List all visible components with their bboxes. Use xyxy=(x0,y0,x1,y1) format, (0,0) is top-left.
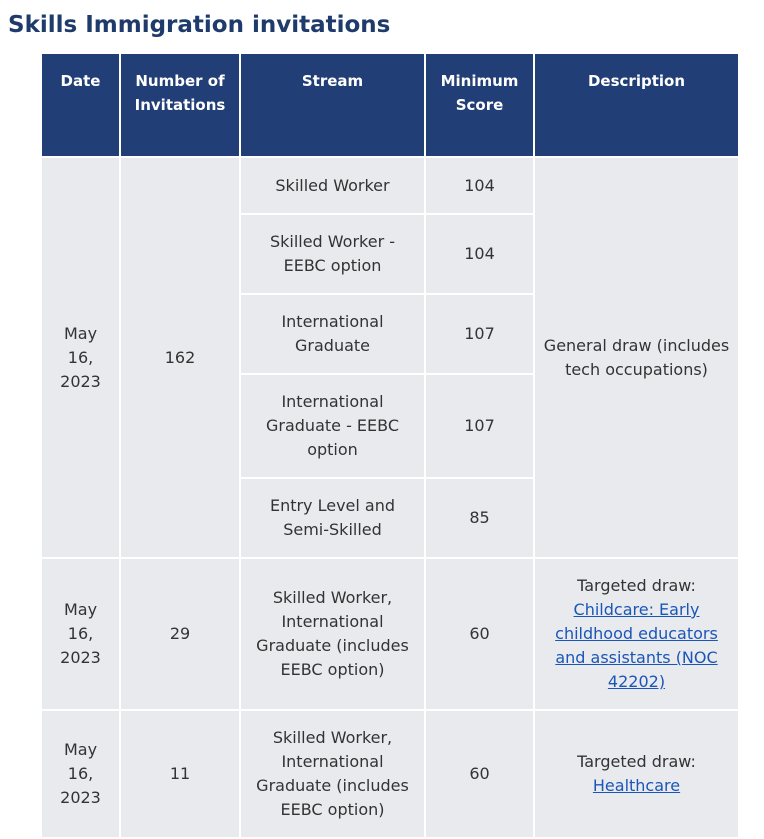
draw2-score: 60 xyxy=(425,558,534,710)
childcare-draw-link[interactable]: Childcare: Early childhood educators and assistants (NOC 42202) xyxy=(555,600,718,691)
page-title: Skills Immigration invitations xyxy=(8,12,391,38)
draw1-score-3: 107 xyxy=(425,294,534,374)
invitations-table xyxy=(40,52,740,839)
header-description: Description xyxy=(534,53,739,157)
header-invitations: Number of Invitations xyxy=(120,53,240,157)
draw3-score: 60 xyxy=(425,710,534,838)
draw3-description xyxy=(534,710,739,838)
draw1-date: May 16, 2023 xyxy=(41,157,120,558)
table-row xyxy=(41,558,739,710)
draw1-score-1: 104 xyxy=(425,157,534,214)
header-stream: Stream xyxy=(240,53,425,157)
draw1-invitations: 162 xyxy=(120,157,240,558)
draw2-date: May 16, 2023 xyxy=(41,558,120,710)
draw1-stream-5: Entry Level and Semi-Skilled xyxy=(240,478,425,558)
draw1-stream-2: Skilled Worker - EEBC option xyxy=(240,214,425,294)
draw2-description-prefix: Targeted draw: xyxy=(577,576,696,595)
draw1-description: General draw (includes tech occupations) xyxy=(534,157,739,558)
header-row xyxy=(41,53,739,157)
header-min-score: Minimum Score xyxy=(425,53,534,157)
draw3-invitations: 11 xyxy=(120,710,240,838)
draw3-date: May 16, 2023 xyxy=(41,710,120,838)
draw1-stream-1: Skilled Worker xyxy=(240,157,425,214)
healthcare-draw-link[interactable]: Healthcare xyxy=(592,776,681,795)
draw1-score-2: 104 xyxy=(425,214,534,294)
table-row xyxy=(41,710,739,838)
header-date: Date xyxy=(41,53,120,157)
table-row xyxy=(41,157,739,214)
draw3-description-prefix: Targeted draw: xyxy=(577,752,696,771)
draw1-stream-4: International Graduate - EEBC option xyxy=(240,374,425,478)
draw2-invitations: 29 xyxy=(120,558,240,710)
draw2-stream: Skilled Worker, International Graduate (includes EEBC option) xyxy=(240,558,425,710)
draw1-stream-3: International Graduate xyxy=(240,294,425,374)
draw1-score-5: 85 xyxy=(425,478,534,558)
draw1-score-4: 107 xyxy=(425,374,534,478)
draw2-description xyxy=(534,558,739,710)
draw3-stream: Skilled Worker, International Graduate (includes EEBC option) xyxy=(240,710,425,838)
